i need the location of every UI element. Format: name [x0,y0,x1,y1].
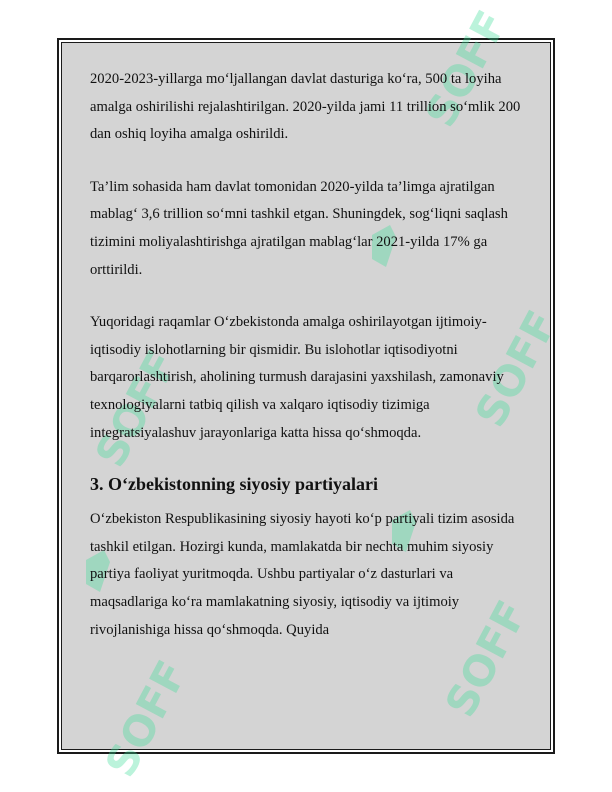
section-heading: 3. O‘zbekistonning siyosiy partiyalari [90,474,379,495]
watermark-text-2: SOFF [465,302,567,435]
paragraph-parties: O‘zbekiston Respublikasining siyosiy hayoti ko‘p partiyali tizim asosida tashkil etilgan. Hozirgi kunda, mamlakatda bir nechta muhim siyosiy partiya faoliyat yuritmoqda. Ushbu partiyalar o‘z dasturlari va maqsadlariga ko‘ra mamlakatning siyosiy, iqtisodiy va ijtimoiy rivojlanishiga hissa qo‘shmoqda. Quyida [90,511,515,638]
watermark-text-4: SOFF [85,342,187,475]
paragraph-program: 2020-2023-yillarga mo‘ljallangan davlat dasturiga ko‘ra, 500 ta loyiha amalga oshirilishi rejalashtirilgan. 2020-yilda jami 11 trillion so‘mlik 200 dan oshiq loyiha amalga oshirildi. [90,71,521,143]
watermark-text-5: SOFF [95,652,197,785]
paragraph-reforms: Yuqoridagi raqamlar O‘zbekistonda amalga oshirilayotgan ijtimoiy-iqtisodiy islohotlarning bir qismidir. Bu islohotlar iqtisodiyotni barqarorlashtirish, aholining turmush darajasini yaxshilash, zamonaviy texnologiyalarni tatbiq qilish va xalqaro iqtisodiy tizimiga integratsiyalashuv jarayonlariga katta hissa qo‘shmoqda. [90,314,504,441]
watermark-text-1: SOFF [415,2,517,135]
paragraph-education: Ta’lim sohasida ham davlat tomonidan 2020-yilda ta’limga ajratilgan mablag‘ 3,6 trillion so‘mni tashkil etgan. Shuningdek, sog‘liqni saqlash tizimini moliyalashtirishga ajratilgan mablag‘lar 2021-yilda 17% ga orttirildi. [90,178,508,278]
watermark-text-3: SOFF [435,592,537,725]
document-body [90,66,530,669]
